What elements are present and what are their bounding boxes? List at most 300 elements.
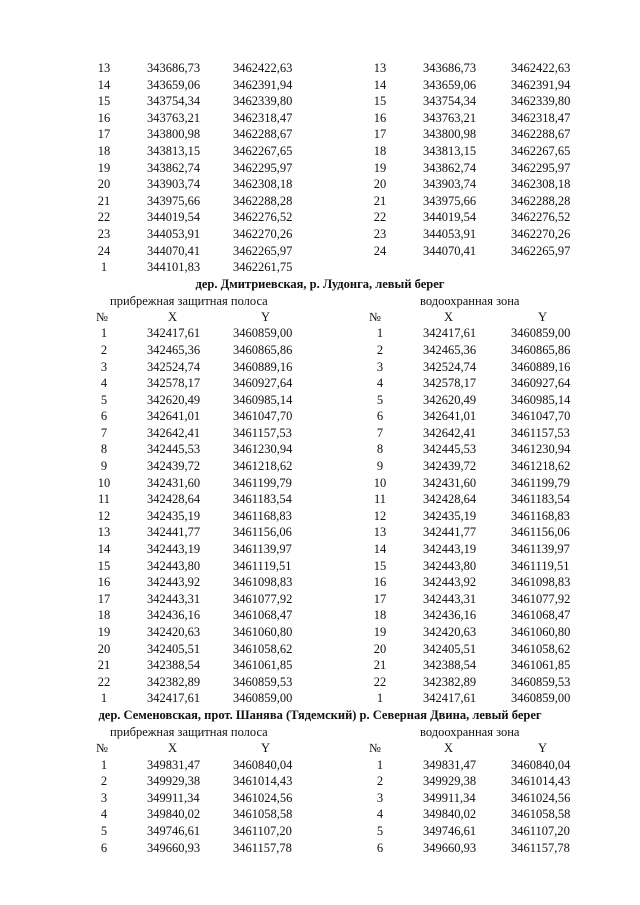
right-y-value: 3461218,62 [511,459,571,474]
table-row [0,690,640,707]
left-y-value: 3461139,97 [233,542,292,557]
left-y-value: 3461157,53 [233,425,292,440]
right-zone-label: водоохранная зона [420,724,520,739]
right-point-number: 1 [376,326,384,341]
right-x-value: 342420,63 [423,625,477,639]
table-row [0,375,640,392]
left-x-value: 342439,72 [147,459,201,474]
left-y-value: 3461014,43 [233,774,293,789]
table-row [0,641,640,658]
left-x-value: 349831,47 [147,757,201,772]
table-row [0,77,640,94]
right-x-value: 342428,64 [423,492,477,507]
left-x-value: 343659,06 [147,77,201,92]
header-x-left: X [168,309,178,324]
left-y-value: 3461183,54 [233,492,292,507]
right-y-value: 3461098,83 [511,575,571,590]
table-row [0,325,640,342]
left-point-number: 14 [97,542,111,557]
left-x-value: 342642,41 [147,425,201,440]
right-x-value: 342641,01 [423,409,477,424]
header-num-right: № [369,740,381,755]
right-x-value: 344019,54 [423,210,477,225]
right-point-number: 24 [373,243,387,258]
right-point-number: 17 [373,127,387,142]
left-y-value: 3460859,00 [233,326,293,341]
left-x-value: 344070,41 [147,243,201,258]
right-point-number: 11 [373,492,387,507]
left-x-value: 349746,61 [147,823,201,838]
right-y-value: 3460859,53 [511,674,571,689]
left-y-value: 3460927,64 [233,376,293,391]
left-x-value: 343763,21 [147,110,201,125]
coordinate-block [0,707,640,856]
left-x-value: 342620,49 [147,392,201,407]
right-y-value: 3462318,47 [511,110,571,125]
zone-labels [0,293,640,309]
right-x-value: 349660,93 [423,840,477,855]
document-page [0,60,640,856]
right-y-value: 3460840,04 [511,757,571,772]
right-point-number: 19 [373,625,387,639]
right-y-value: 3462288,67 [511,127,571,142]
header-y-left: Y [261,740,271,755]
right-point-number: 3 [376,359,384,374]
left-y-value: 3462265,97 [233,243,293,258]
left-x-value: 349929,38 [147,774,201,789]
table-row [0,773,640,790]
left-y-value: 3462276,52 [233,210,293,225]
right-x-value: 342417,61 [423,326,477,341]
left-x-value: 342388,54 [147,658,201,673]
right-point-number: 6 [376,409,384,424]
table-row [0,657,640,674]
left-x-value: 342417,61 [147,326,201,341]
right-y-value: 3460859,00 [511,326,571,341]
left-y-value: 3462318,47 [233,110,293,125]
left-y-value: 3460859,53 [233,674,293,689]
table-row [0,126,640,143]
right-point-number: 14 [373,77,387,92]
right-x-value: 342524,74 [423,359,477,374]
right-x-value: 349911,34 [423,790,476,805]
right-point-number: 20 [373,641,387,656]
left-point-number: 19 [97,625,111,639]
left-x-value: 342428,64 [147,492,201,507]
coordinate-block [0,276,640,707]
left-point-number: 20 [97,641,111,656]
right-point-number: 18 [373,608,387,623]
right-x-value: 342443,80 [423,558,477,573]
left-x-value: 342443,31 [147,591,201,606]
right-y-value: 3461068,47 [511,608,571,623]
table-row [0,840,640,857]
left-point-number: 1 [100,326,108,341]
right-x-value: 349840,02 [423,807,477,822]
right-y-value: 3462422,63 [511,61,571,75]
right-point-number: 20 [373,177,387,192]
right-point-number: 5 [376,392,384,407]
left-x-value: 342420,63 [147,625,201,639]
left-y-value: 3461230,94 [233,442,293,457]
right-y-value: 3462267,65 [511,143,571,158]
right-y-value: 3460865,86 [511,342,571,357]
table-header [0,309,640,326]
table-row [0,243,640,260]
right-x-value: 343975,66 [423,193,477,208]
right-point-number: 23 [373,226,387,241]
right-y-value: 3461139,97 [511,542,570,557]
left-point-number: 3 [100,359,108,374]
right-point-number: 13 [373,61,387,75]
left-point-number: 22 [97,210,111,225]
right-point-number: 14 [373,542,387,557]
right-x-value: 342431,60 [423,475,477,490]
right-x-value: 342439,72 [423,459,477,474]
table-row [0,209,640,226]
right-x-value: 342620,49 [423,392,477,407]
right-y-value: 3460985,14 [511,392,571,407]
header-y-right: Y [538,740,548,755]
table-row [0,441,640,458]
right-x-value: 349746,61 [423,823,477,838]
header-y-left: Y [261,309,271,324]
zone-labels [0,724,640,740]
left-y-value: 3461156,06 [233,525,292,540]
table-row [0,392,640,409]
right-y-value: 3461199,79 [511,475,570,490]
left-point-number: 1 [100,691,108,706]
left-point-number: 15 [97,558,111,573]
table-row [0,259,640,276]
left-y-value: 3462261,75 [233,260,293,275]
left-y-value: 3461060,80 [233,625,293,639]
left-point-number: 4 [100,807,108,822]
right-x-value: 343903,74 [423,177,477,192]
left-y-value: 3460859,00 [233,691,293,706]
table-row [0,408,640,425]
left-point-number: 13 [97,525,111,540]
left-x-value: 343800,98 [147,127,201,142]
left-y-value: 3460985,14 [233,392,293,407]
table-row [0,60,640,77]
left-x-value: 342441,77 [147,525,201,540]
left-y-value: 3461218,62 [233,459,293,474]
left-x-value: 349840,02 [147,807,201,822]
left-point-number: 12 [97,508,111,523]
left-x-value: 344019,54 [147,210,201,225]
right-point-number: 18 [373,143,387,158]
right-x-value: 343763,21 [423,110,477,125]
left-x-value: 349660,93 [147,840,201,855]
right-y-value: 3460889,16 [511,359,571,374]
left-x-value: 343754,34 [147,94,201,109]
left-zone-label: прибрежная защитная полоса [110,724,268,739]
right-x-value: 342436,16 [423,608,477,623]
left-x-value: 343903,74 [147,177,201,192]
right-y-value: 3461077,92 [511,591,571,606]
left-y-value: 3461058,58 [233,807,293,822]
left-x-value: 344053,91 [147,226,201,241]
right-y-value: 3461183,54 [511,492,570,507]
left-y-value: 3460840,04 [233,757,293,772]
left-y-value: 3461168,83 [233,508,292,523]
left-point-number: 22 [97,674,111,689]
right-point-number: 8 [376,442,384,457]
table-row [0,624,640,641]
right-y-value: 3461024,56 [511,790,571,805]
table-row [0,458,640,475]
right-point-number: 15 [373,94,387,109]
left-point-number: 8 [100,442,108,457]
left-y-value: 3460889,16 [233,359,293,374]
header-x-right: X [444,309,454,324]
left-y-value: 3460865,86 [233,342,293,357]
left-point-number: 2 [100,342,108,357]
table-row [0,342,640,359]
right-x-value: 343686,73 [423,61,477,75]
left-y-value: 3462391,94 [233,77,293,92]
right-point-number: 21 [373,193,387,208]
right-x-value: 342417,61 [423,691,477,706]
right-x-value: 342388,54 [423,658,477,673]
right-y-value: 3461014,43 [511,774,571,789]
right-y-value: 3461157,53 [511,425,570,440]
right-y-value: 3462308,18 [511,177,571,192]
table-row [0,425,640,442]
right-point-number: 5 [376,823,384,838]
right-x-value: 343754,34 [423,94,477,109]
left-point-number: 18 [97,143,111,158]
table-row [0,226,640,243]
right-point-number: 16 [373,575,387,590]
left-point-number: 21 [97,193,111,208]
left-y-value: 3461098,83 [233,575,293,590]
right-point-number: 21 [373,658,387,673]
left-point-number: 21 [97,658,111,673]
table-row [0,823,640,840]
right-point-number: 22 [373,210,387,225]
right-x-value: 344053,91 [423,226,477,241]
right-y-value: 3461047,70 [511,409,571,424]
left-point-number: 3 [100,790,108,805]
header-x-left: X [168,740,178,755]
right-y-value: 3461107,20 [511,823,570,838]
left-x-value: 344101,83 [147,260,201,275]
right-x-value: 342578,17 [423,376,477,391]
right-point-number: 4 [376,376,384,391]
right-x-value: 342405,51 [423,641,477,656]
table-row [0,806,640,823]
right-x-value: 342465,36 [423,342,477,357]
right-x-value: 342443,19 [423,542,477,557]
table-row [0,790,640,807]
right-y-value: 3461061,85 [511,658,571,673]
left-point-number: 1 [100,260,108,275]
table-row [0,574,640,591]
right-point-number: 19 [373,160,387,175]
right-point-number: 2 [376,774,384,789]
left-y-value: 3461058,62 [233,641,293,656]
left-y-value: 3461107,20 [233,823,292,838]
left-x-value: 343686,73 [147,61,201,75]
right-point-number: 3 [376,790,384,805]
table-row [0,491,640,508]
right-x-value: 342435,19 [423,508,477,523]
table-row [0,508,640,525]
right-x-value: 342642,41 [423,425,477,440]
left-point-number: 17 [97,127,111,142]
section-heading: дер. Дмитриевская, р. Лудонга, левый берег [195,276,445,291]
left-point-number: 16 [97,110,111,125]
right-y-value: 3462339,80 [511,94,571,109]
left-point-number: 9 [100,459,108,474]
left-point-number: 20 [97,177,111,192]
left-point-number: 5 [100,823,108,838]
right-point-number: 13 [373,525,387,540]
table-header [0,740,640,757]
table-row [0,359,640,376]
right-x-value: 349831,47 [423,757,477,772]
left-point-number: 6 [100,840,108,855]
left-point-number: 17 [97,591,111,606]
left-x-value: 342417,61 [147,691,201,706]
right-y-value: 3461157,78 [511,840,570,855]
right-x-value: 343862,74 [423,160,477,175]
right-point-number: 15 [373,558,387,573]
left-x-value: 342641,01 [147,409,201,424]
right-y-value: 3461058,62 [511,641,571,656]
right-point-number: 17 [373,591,387,606]
left-point-number: 15 [97,94,111,109]
left-point-number: 2 [100,774,108,789]
left-x-value: 342443,92 [147,575,201,590]
left-y-value: 3462270,26 [233,226,293,241]
right-y-value: 3461058,58 [511,807,571,822]
left-y-value: 3461061,85 [233,658,293,673]
left-x-value: 342465,36 [147,342,201,357]
left-y-value: 3462308,18 [233,177,293,192]
right-point-number: 6 [376,840,384,855]
table-row [0,757,640,774]
left-point-number: 24 [97,243,111,258]
left-x-value: 342443,19 [147,542,201,557]
right-y-value: 3462391,94 [511,77,571,92]
left-point-number: 16 [97,575,111,590]
left-zone-label: прибрежная защитная полоса [110,293,268,308]
right-y-value: 3460927,64 [511,376,571,391]
left-x-value: 342435,19 [147,508,201,523]
coordinate-block [0,60,640,276]
left-y-value: 3461199,79 [233,475,292,490]
right-y-value: 3462265,97 [511,243,571,258]
left-y-value: 3461024,56 [233,790,293,805]
right-y-value: 3462295,97 [511,160,571,175]
right-point-number: 9 [376,459,384,474]
right-y-value: 3461119,51 [511,558,570,573]
left-x-value: 342443,80 [147,558,201,573]
right-x-value: 344070,41 [423,243,477,258]
header-num-right: № [369,309,381,324]
right-x-value: 349929,38 [423,774,477,789]
right-point-number: 1 [376,757,384,772]
table-row [0,591,640,608]
right-y-value: 3460859,00 [511,691,571,706]
table-row [0,160,640,177]
header-num-left: № [96,740,108,755]
left-point-number: 13 [97,61,111,75]
table-row [0,176,640,193]
right-y-value: 3462276,52 [511,210,571,225]
left-x-value: 342445,53 [147,442,201,457]
table-row [0,607,640,624]
left-point-number: 7 [100,425,108,440]
right-x-value: 342443,92 [423,575,477,590]
table-row [0,143,640,160]
left-y-value: 3461157,78 [233,840,292,855]
left-x-value: 342382,89 [147,674,201,689]
left-point-number: 4 [100,376,108,391]
right-point-number: 4 [376,807,384,822]
table-row [0,193,640,210]
right-y-value: 3462288,28 [511,193,571,208]
table-row [0,558,640,575]
header-num-left: № [96,309,108,324]
right-x-value: 342441,77 [423,525,477,540]
left-x-value: 342578,17 [147,376,201,391]
left-point-number: 10 [97,475,111,490]
left-y-value: 3462422,63 [233,61,293,75]
right-y-value: 3462270,26 [511,226,571,241]
left-x-value: 343975,66 [147,193,201,208]
right-x-value: 342445,53 [423,442,477,457]
table-row [0,93,640,110]
right-y-value: 3461168,83 [511,508,570,523]
left-point-number: 19 [97,160,111,175]
left-point-number: 6 [100,409,108,424]
left-point-number: 11 [97,492,111,507]
table-row [0,524,640,541]
right-point-number: 22 [373,674,387,689]
left-y-value: 3462288,28 [233,193,293,208]
left-y-value: 3461068,47 [233,608,293,623]
left-x-value: 342524,74 [147,359,201,374]
left-y-value: 3461119,51 [233,558,292,573]
left-point-number: 14 [97,77,111,92]
right-y-value: 3461060,80 [511,625,571,639]
left-y-value: 3462295,97 [233,160,293,175]
table-row [0,110,640,127]
right-x-value: 342443,31 [423,591,477,606]
right-y-value: 3461230,94 [511,442,571,457]
left-x-value: 343862,74 [147,160,201,175]
left-x-value: 349911,34 [147,790,200,805]
table-row [0,674,640,691]
right-y-value: 3461156,06 [511,525,570,540]
right-x-value: 343800,98 [423,127,477,142]
left-point-number: 23 [97,226,111,241]
left-y-value: 3462288,67 [233,127,293,142]
left-y-value: 3461077,92 [233,591,293,606]
header-x-right: X [444,740,454,755]
right-point-number: 2 [376,342,384,357]
right-point-number: 7 [376,425,384,440]
right-x-value: 343813,15 [423,143,477,158]
right-point-number: 1 [376,691,384,706]
left-x-value: 343813,15 [147,143,201,158]
left-x-value: 342405,51 [147,641,201,656]
section-heading: дер. Семеновская, прот. Шанява (Тядемский) р. Северная Двина, левый берег [98,707,542,722]
